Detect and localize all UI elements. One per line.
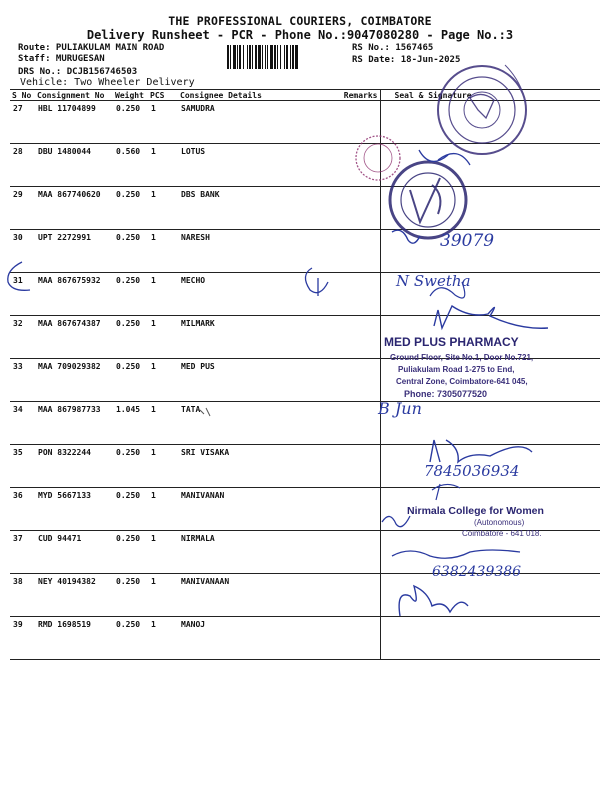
row-seal-signature (380, 488, 600, 531)
row-consignee: TATA (178, 402, 326, 445)
row-sno: 31 (10, 273, 35, 316)
row-consignee: LOTUS (178, 144, 326, 187)
row-remarks (326, 445, 380, 488)
row-remarks (326, 359, 380, 402)
rs-date: RS Date: 18-Jun-2025 (352, 55, 461, 65)
row-remarks (326, 273, 380, 316)
row-seal-signature (380, 445, 600, 488)
col-pcs: PCS (148, 90, 178, 101)
row-sno: 28 (10, 144, 35, 187)
vehicle-label: Vehicle: Two Wheeler Delivery (20, 77, 195, 88)
medplus-stamp-name: MED PLUS PHARMACY (384, 335, 519, 349)
row-weight: 0.250 (113, 488, 148, 531)
table-row (10, 445, 600, 488)
table-row (10, 101, 600, 144)
medplus-stamp-phone: Phone: 7305077520 (404, 389, 488, 399)
row-consignment-no: MAA 867674387 (35, 316, 113, 359)
company-title: THE PROFESSIONAL COURIERS, COIMBATORE (168, 14, 432, 28)
row-consignment-no: UPT 2272991 (35, 230, 113, 273)
row-consignment-no: MAA 867987733 (35, 402, 113, 445)
rs-number: RS No.: 1567465 (352, 43, 434, 53)
row-seal-signature (380, 531, 600, 574)
row-sno: 39 (10, 617, 35, 660)
row-consignment-no: NEY 40194382 (35, 574, 113, 617)
row-remarks (326, 187, 380, 230)
col-sno: S No (10, 90, 35, 101)
drs-number: DRS No.: DCJB156746503 (18, 67, 138, 77)
table-row (10, 144, 600, 187)
row-remarks (326, 574, 380, 617)
row-sno: 30 (10, 230, 35, 273)
table-row (10, 617, 600, 660)
row-remarks (326, 101, 380, 144)
row-remarks (326, 488, 380, 531)
row-sno: 34 (10, 402, 35, 445)
row-pcs: 1 (148, 488, 178, 531)
row-seal-signature (380, 402, 600, 445)
row-weight: 0.250 (113, 101, 148, 144)
row-pcs: 1 (148, 144, 178, 187)
row-weight: 0.250 (113, 230, 148, 273)
row-consignee: SAMUDRA (178, 101, 326, 144)
table-row (10, 531, 600, 574)
row36-handwriting: 7845036934 (424, 462, 520, 480)
row-pcs: 1 (148, 101, 178, 144)
row-seal-signature (380, 617, 600, 660)
col-weight: Weight (113, 90, 148, 101)
row-consignment-no: MAA 867740620 (35, 187, 113, 230)
table-row (10, 488, 600, 531)
row38-handwriting: 6382439386 (432, 564, 522, 580)
row-weight: 0.250 (113, 316, 148, 359)
row-consignee: DBS BANK (178, 187, 326, 230)
row30-handwriting: 39079 (440, 231, 495, 251)
row-weight: 0.250 (113, 617, 148, 660)
nirmala-stamp-name: Nirmala College for Women (407, 505, 544, 517)
row-consignee: MECHO (178, 273, 326, 316)
table-row (10, 273, 600, 316)
row-consignment-no: PON 8322244 (35, 445, 113, 488)
runsheet-table (10, 90, 600, 660)
row-consignee: MANIVANAAN (178, 574, 326, 617)
row-consignee: MILMARK (178, 316, 326, 359)
row-pcs: 1 (148, 230, 178, 273)
row-weight: 0.250 (113, 359, 148, 402)
row-consignee: SRI VISAKA (178, 445, 326, 488)
table-row (10, 402, 600, 445)
row-weight: 1.045 (113, 402, 148, 445)
col-remarks: Remarks (326, 90, 380, 101)
nirmala-stamp-line1: (Autonomous) (474, 518, 525, 527)
runsheet-subtitle: Delivery Runsheet - PCR - Phone No.:9047080280 - Page No.:3 (86, 28, 514, 42)
row-consignment-no: MYD 5667133 (35, 488, 113, 531)
row-remarks (326, 531, 380, 574)
route-label: Route: PULIAKULAM MAIN ROAD (18, 43, 165, 53)
row31-handwriting: N Swetha (396, 272, 471, 290)
row-sno: 35 (10, 445, 35, 488)
row-consignee: MANOJ (178, 617, 326, 660)
medplus-stamp-line1: Ground Floor, Site No.1, Door No.721, (390, 353, 534, 362)
row-pcs: 1 (148, 574, 178, 617)
row-pcs: 1 (148, 187, 178, 230)
staff-label: Staff: MURUGESAN (18, 54, 105, 64)
row-weight: 0.250 (113, 531, 148, 574)
col-consignee: Consignee Details (178, 90, 326, 101)
row-sno: 32 (10, 316, 35, 359)
row-weight: 0.250 (113, 187, 148, 230)
table-header-row (10, 90, 600, 101)
row-consignee: MANIVANAN (178, 488, 326, 531)
row-consignment-no: DBU 1480044 (35, 144, 113, 187)
row-consignment-no: MAA 867675932 (35, 273, 113, 316)
row-sno: 36 (10, 488, 35, 531)
row-remarks (326, 316, 380, 359)
row-sno: 37 (10, 531, 35, 574)
col-consignment: Consignment No (35, 90, 113, 101)
row-consignment-no: HBL 11704899 (35, 101, 113, 144)
row-weight: 0.250 (113, 273, 148, 316)
row-weight: 0.560 (113, 144, 148, 187)
row-pcs: 1 (148, 273, 178, 316)
medplus-stamp-line3: Central Zone, Coimbatore-641 045, (396, 377, 528, 386)
barcode-bar (298, 45, 299, 69)
table-row (10, 359, 600, 402)
row-sno: 27 (10, 101, 35, 144)
barcode (227, 45, 347, 69)
row-weight: 0.250 (113, 445, 148, 488)
row-weight: 0.250 (113, 574, 148, 617)
row-seal-signature (380, 359, 600, 402)
row-sno: 29 (10, 187, 35, 230)
row-remarks (326, 617, 380, 660)
row-seal-signature (380, 316, 600, 359)
table-row (10, 574, 600, 617)
row-pcs: 1 (148, 359, 178, 402)
row-seal-signature (380, 144, 600, 187)
row-pcs: 1 (148, 445, 178, 488)
nirmala-stamp-line2: Coimbatore - 641 018. (462, 529, 542, 538)
row-consignee: MED PUS (178, 359, 326, 402)
row-pcs: 1 (148, 316, 178, 359)
table-row (10, 230, 600, 273)
row-remarks (326, 230, 380, 273)
row-seal-signature (380, 574, 600, 617)
row-seal-signature (380, 273, 600, 316)
row-consignment-no: RMD 1698519 (35, 617, 113, 660)
col-seal-signature: Seal & Signature (380, 90, 600, 101)
row-remarks (326, 144, 380, 187)
row-consignment-no: MAA 709029382 (35, 359, 113, 402)
row-pcs: 1 (148, 531, 178, 574)
row35-handwriting: B Jun (378, 399, 422, 418)
table-row (10, 187, 600, 230)
row-consignment-no: CUD 94471 (35, 531, 113, 574)
row-seal-signature (380, 101, 600, 144)
row-sno: 38 (10, 574, 35, 617)
row-consignee: NIRMALA (178, 531, 326, 574)
row-consignee: NARESH (178, 230, 326, 273)
row-seal-signature (380, 230, 600, 273)
medplus-stamp-line2: Puliakulam Road 1-275 to End, (398, 365, 515, 374)
row-remarks (326, 402, 380, 445)
row-pcs: 1 (148, 402, 178, 445)
row-pcs: 1 (148, 617, 178, 660)
table-row (10, 316, 600, 359)
row-sno: 33 (10, 359, 35, 402)
row-seal-signature (380, 187, 600, 230)
